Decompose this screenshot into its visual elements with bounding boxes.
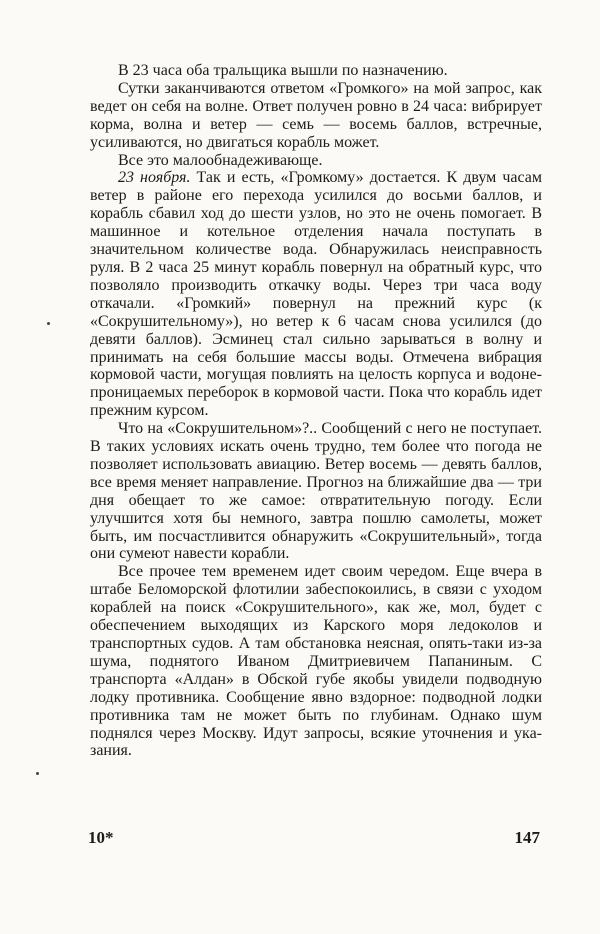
- paragraph-text: Так и есть, «Громкому» достается. К двум часам ветер в районе его перехода усилился до восьми баллов, и корабль сбавил ход до шести узлов, но это не очень помогает. В машинное и котельное отделения начала поступать в значительном количестве вода. Обнаружилась неисправность руля. В 2 часа 25 минут корабль повернул на обратный курс, что позволяло производить откачку воды. Через три часа воду откачали. «Громкий» повернул на прежний курс (к «Сокрушительному»), но ветер к 6 часам снова усилился (до девяти баллов). Эсминец стал сильно зарываться в волну и принимать на себя большие массы воды. Отмечена вибрация кормовой части, могущая повлиять на целость корпуса и водонепроницаемых переборок в кормовой части. Пока что корабль идет прежним курсом.: [90, 169, 543, 420]
- paragraph: Что на «Сокрушительном»?.. Сообщений с него не поступает. В таких условиях искать очень трудно, тем более что погода не позволяет использовать авиацию. Ветер восемь — девять баллов, все время меняет направление. Прогноз на ближайшие два — три дня обещает то же самое: отвратительную погоду. Если улучшится хотя бы немного, завтра пошлю самолеты, может быть, им посчастливится обнаружить «Сокрушительный», тогда они сумеют навести корабли.: [90, 420, 542, 563]
- paragraph: [90, 169, 542, 420]
- paragraph: В 23 часа оба тральщика вышли по назначению.: [118, 62, 448, 79]
- paragraph: Все прочее тем временем идет своим чередом. Еще вчера в штабе Беломорской флотилии забеспокоились, в связи с уходом кораблей на поиск «Сокрушительного», как же, мол, будет с обеспечением выходящих из Карского моря ледоколов и транспортных судов. А там обстановка неясная, опять-таки из-за шума, поднятого Иваном Дмитриевичем Папаниным. С транспорта «Алдан» в Обской губе якобы увидели подводную лодку противника. Сообщение явно вздорное: подводной лодки противника там не может быть по глубинам. Однако шум поднялся через Москву. Идут запросы, всякие уточнения и указания.: [90, 563, 542, 760]
- paragraph: Сутки заканчиваются ответом «Громкого» на мой запрос, как ведет он себя на волне. Ответ получен ровно в 24 часа: вибрирует корма, волна и ветер — семь — восемь баллов, встречные, усиливаются, но двигаться корабль может.: [90, 79, 542, 151]
- signature-mark: 10*: [88, 828, 114, 847]
- body-text: [90, 62, 542, 760]
- page-number: 147: [514, 828, 540, 847]
- paragraph: Все это малообнадеживающе.: [118, 151, 323, 169]
- print-speck: [47, 322, 50, 325]
- entry-date: 23 ноября.: [118, 169, 191, 187]
- print-speck: [36, 772, 39, 775]
- page-footer: [88, 828, 540, 848]
